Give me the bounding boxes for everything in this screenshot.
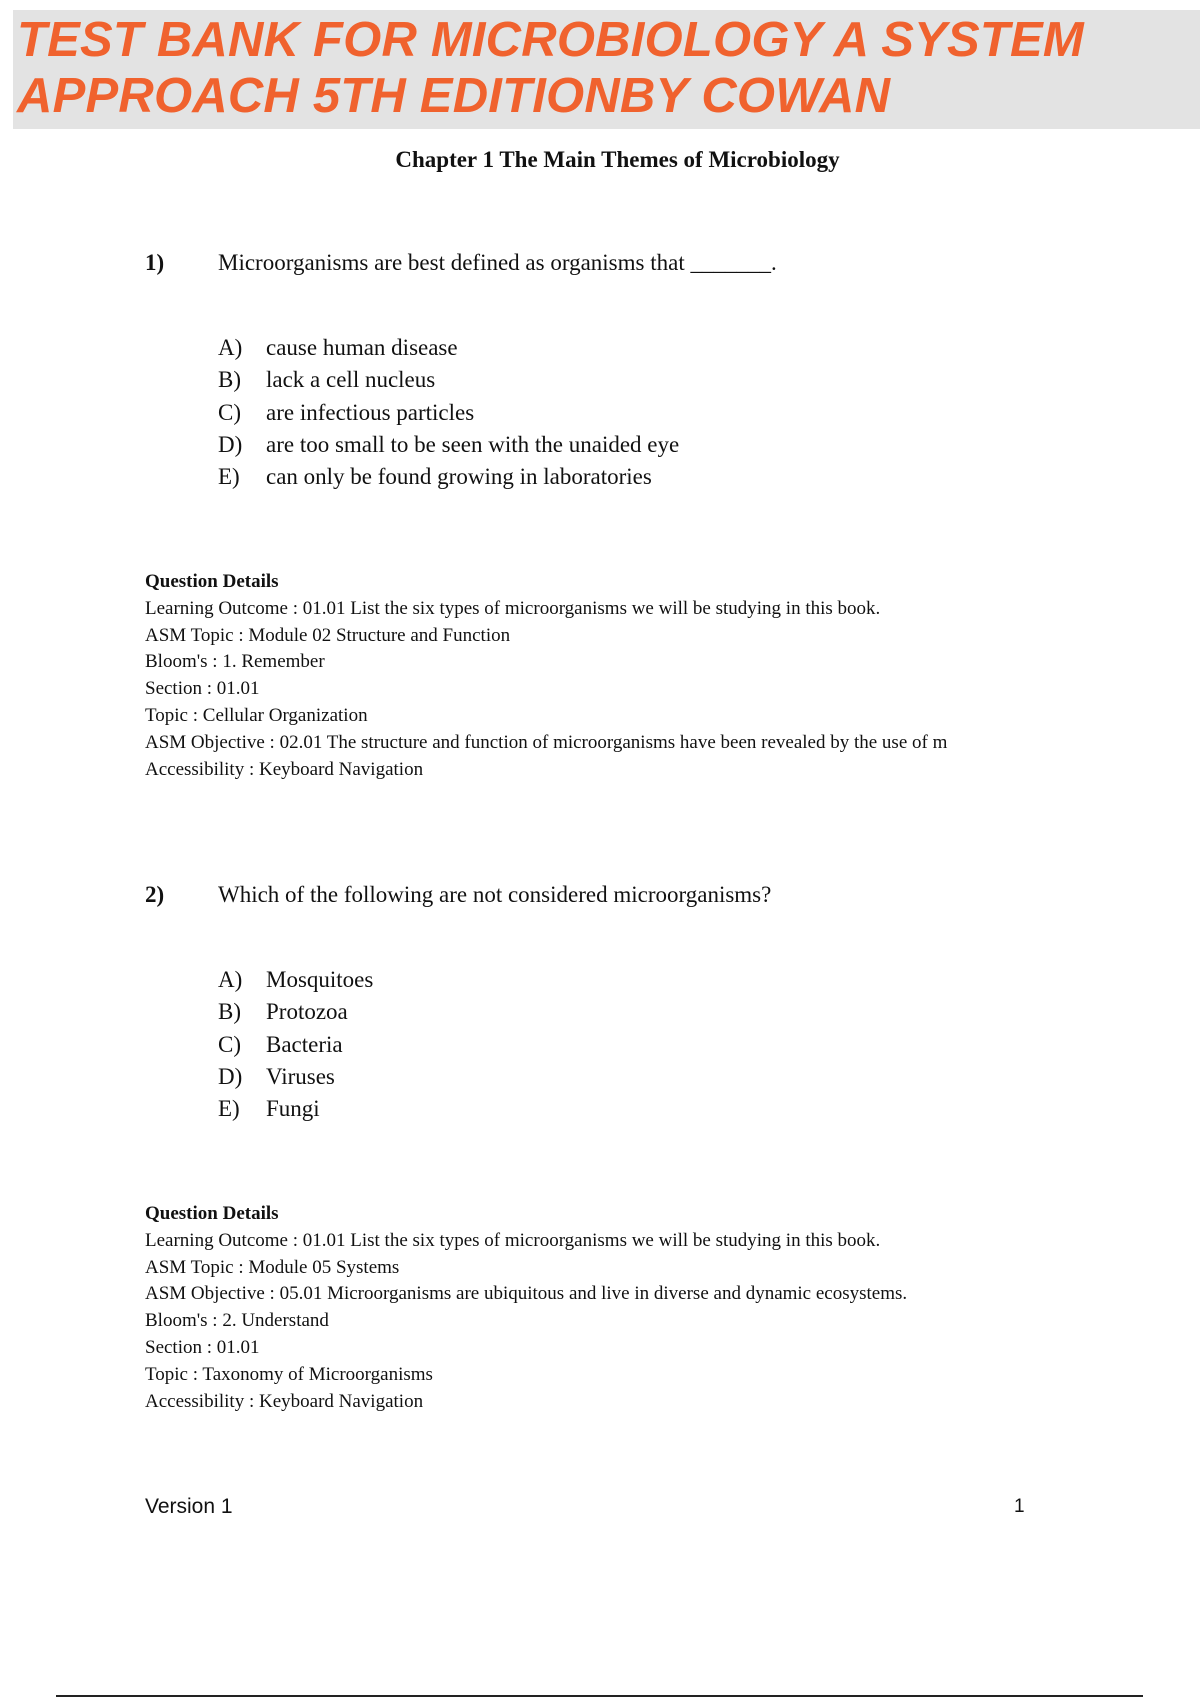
answer-option-b [218, 364, 679, 396]
answer-option-a [218, 332, 679, 364]
answer-option-c [218, 1029, 373, 1061]
answer-option-e [218, 461, 679, 493]
option-text: Fungi [266, 1096, 320, 1122]
answer-option-b [218, 996, 373, 1028]
title-banner [13, 10, 1200, 129]
detail-accessibility: Accessibility : Keyboard Navigation [145, 758, 424, 780]
option-letter: A) [218, 967, 243, 992]
details-heading: Question Details [145, 571, 279, 592]
option-text: cause human disease [266, 335, 458, 360]
answer-option-d [218, 1061, 373, 1093]
question-text: Which of the following are not considered microorganisms? [218, 882, 772, 907]
document-title-line-1: TEST BANK FOR MICROBIOLOGY A SYSTEM [17, 13, 1084, 67]
option-letter: B) [218, 999, 241, 1025]
option-letter: C) [218, 1031, 241, 1057]
option-text: lack a cell nucleus [266, 367, 436, 393]
option-text: are too small to be seen with the unaided eye [266, 431, 680, 457]
details-heading: Question Details [145, 1203, 279, 1224]
detail-section: Section : 01.01 [145, 678, 260, 700]
document-title-line-2: APPROACH 5TH EDITIONBY COWAN [17, 69, 891, 123]
option-letter: B) [218, 367, 241, 393]
option-letter: E) [218, 464, 240, 490]
question-number: 1) [145, 250, 165, 275]
option-letter: E) [218, 1096, 240, 1122]
option-letter: C) [218, 399, 241, 425]
document-title [17, 12, 1084, 124]
detail-accessibility: Accessibility : Keyboard Navigation [145, 1390, 424, 1412]
option-text: Protozoa [266, 999, 348, 1025]
footer-page-number: 1 [1014, 1496, 1025, 1517]
option-text: Viruses [266, 1063, 335, 1089]
answer-options [218, 964, 373, 1125]
page-divider [56, 1695, 1143, 1697]
answer-option-e [218, 1093, 373, 1125]
detail-topic: Topic : Taxonomy of Microorganisms [145, 1363, 433, 1385]
detail-learning-outcome: Learning Outcome : 01.01 List the six types of microorganisms we will be studying in this book. [145, 597, 881, 619]
option-text: are infectious particles [266, 399, 475, 425]
question-text: Microorganisms are best defined as organisms that _______. [218, 250, 777, 275]
option-letter: D) [218, 431, 243, 457]
option-letter: D) [218, 1063, 243, 1089]
detail-topic: Topic : Cellular Organization [145, 704, 368, 726]
answer-option-d [218, 429, 679, 461]
detail-blooms: Bloom's : 1. Remember [145, 651, 325, 673]
footer-version: Version 1 [145, 1495, 233, 1518]
detail-asm-objective: ASM Objective : 02.01 The structure and function of microorganisms have been revealed by the use of m [145, 731, 948, 753]
detail-asm-topic: ASM Topic : Module 05 Systems [145, 1256, 400, 1278]
option-letter: A) [218, 335, 243, 360]
detail-asm-topic: ASM Topic : Module 02 Structure and Function [145, 624, 511, 646]
question-number: 2) [145, 882, 165, 907]
option-text: Mosquitoes [266, 967, 374, 992]
detail-asm-objective: ASM Objective : 05.01 Microorganisms are ubiquitous and live in diverse and dynamic ecosystems. [145, 1283, 908, 1305]
chapter-title: Chapter 1 The Main Themes of Microbiology [395, 147, 840, 172]
answer-option-c [218, 397, 679, 429]
option-text: Bacteria [266, 1031, 343, 1057]
detail-section: Section : 01.01 [145, 1336, 260, 1358]
detail-learning-outcome: Learning Outcome : 01.01 List the six types of microorganisms we will be studying in this book. [145, 1229, 881, 1251]
answer-option-a [218, 964, 373, 996]
option-text: can only be found growing in laboratories [266, 464, 652, 490]
question-2-details [145, 1201, 1185, 1415]
detail-blooms: Bloom's : 2. Understand [145, 1310, 329, 1332]
answer-options [218, 332, 679, 493]
question-1-details [145, 569, 1185, 783]
